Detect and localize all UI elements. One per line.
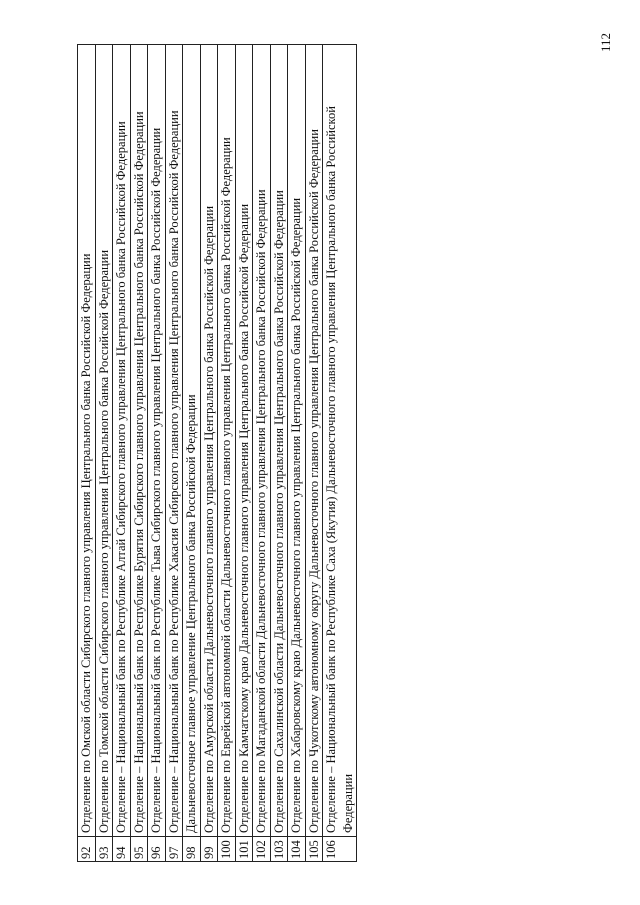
row-text: Отделение – Национальный банк по Республике Саха (Якутия) Дальневосточного главного управления Центрального банка Российской Федерации <box>323 45 357 837</box>
table-row <box>288 45 306 862</box>
table-row <box>148 45 166 862</box>
row-number: 95 <box>130 837 148 862</box>
table-row <box>200 45 218 862</box>
branches-table <box>77 44 357 862</box>
row-number: 100 <box>218 837 236 862</box>
rotated-table-container <box>77 44 357 862</box>
row-text: Отделение – Национальный банк по Республике Хакасия Сибирского главного управления Центрального банка Российской Федерации <box>165 45 183 837</box>
table-row <box>218 45 236 862</box>
branches-table-body <box>78 45 357 862</box>
row-text: Отделение по Омской области Сибирского главного управления Центрального банка Российской Федерации <box>78 45 96 837</box>
row-text: Отделение по Магаданской области Дальневосточного главного управления Центрального банка Российской Федерации <box>253 45 271 837</box>
table-row <box>235 45 253 862</box>
row-text: Отделение по Томской области Сибирского главного управления Центрального банка Российской Федерации <box>95 45 113 837</box>
table-row <box>323 45 357 862</box>
row-number: 105 <box>305 837 323 862</box>
row-text: Дальневосточное главное управление Центрального банка Российской Федерации <box>183 45 201 837</box>
row-number: 93 <box>95 837 113 862</box>
row-text: Отделение по Амурской области Дальневосточного главного управления Центрального банка Российской Федерации <box>200 45 218 837</box>
row-number: 106 <box>323 837 357 862</box>
table-row <box>183 45 201 862</box>
row-text: Отделение по Еврейской автономной области Дальневосточного главного управления Центрального банка Российской Федерации <box>218 45 236 837</box>
table-row <box>270 45 288 862</box>
table-row <box>165 45 183 862</box>
row-text: Отделение – Национальный банк по Республике Бурятия Сибирского главного управления Центрального банка Российской Федерации <box>130 45 148 837</box>
table-row <box>130 45 148 862</box>
row-number: 92 <box>78 837 96 862</box>
row-number: 101 <box>235 837 253 862</box>
row-text: Отделение по Камчатскому краю Дальневосточного главного управления Центрального банка Российской Федерации <box>235 45 253 837</box>
row-text: Отделение по Чукотскому автономному округу Дальневосточного главного управления Центрального банка Российской Федерации <box>305 45 323 837</box>
table-row <box>95 45 113 862</box>
row-number: 96 <box>148 837 166 862</box>
row-text: Отделение – Национальный банк по Республике Алтай Сибирского главного управления Центрального банка Российской Федерации <box>113 45 131 837</box>
row-number: 97 <box>165 837 183 862</box>
page-number: 112 <box>598 32 613 52</box>
row-number: 99 <box>200 837 218 862</box>
row-text: Отделение – Национальный банк по Республике Тыва Сибирского главного управления Центрального банка Российской Федерации <box>148 45 166 837</box>
row-text: Отделение по Сахалинской области Дальневосточного главного управления Центрального банка Российской Федерации <box>270 45 288 837</box>
row-number: 94 <box>113 837 131 862</box>
table-row <box>305 45 323 862</box>
table-row <box>78 45 96 862</box>
row-number: 98 <box>183 837 201 862</box>
table-row <box>253 45 271 862</box>
row-number: 104 <box>288 837 306 862</box>
table-row <box>113 45 131 862</box>
row-number: 102 <box>253 837 271 862</box>
row-number: 103 <box>270 837 288 862</box>
row-text: Отделение по Хабаровскому краю Дальневосточного главного управления Центрального банка Российской Федерации <box>288 45 306 837</box>
